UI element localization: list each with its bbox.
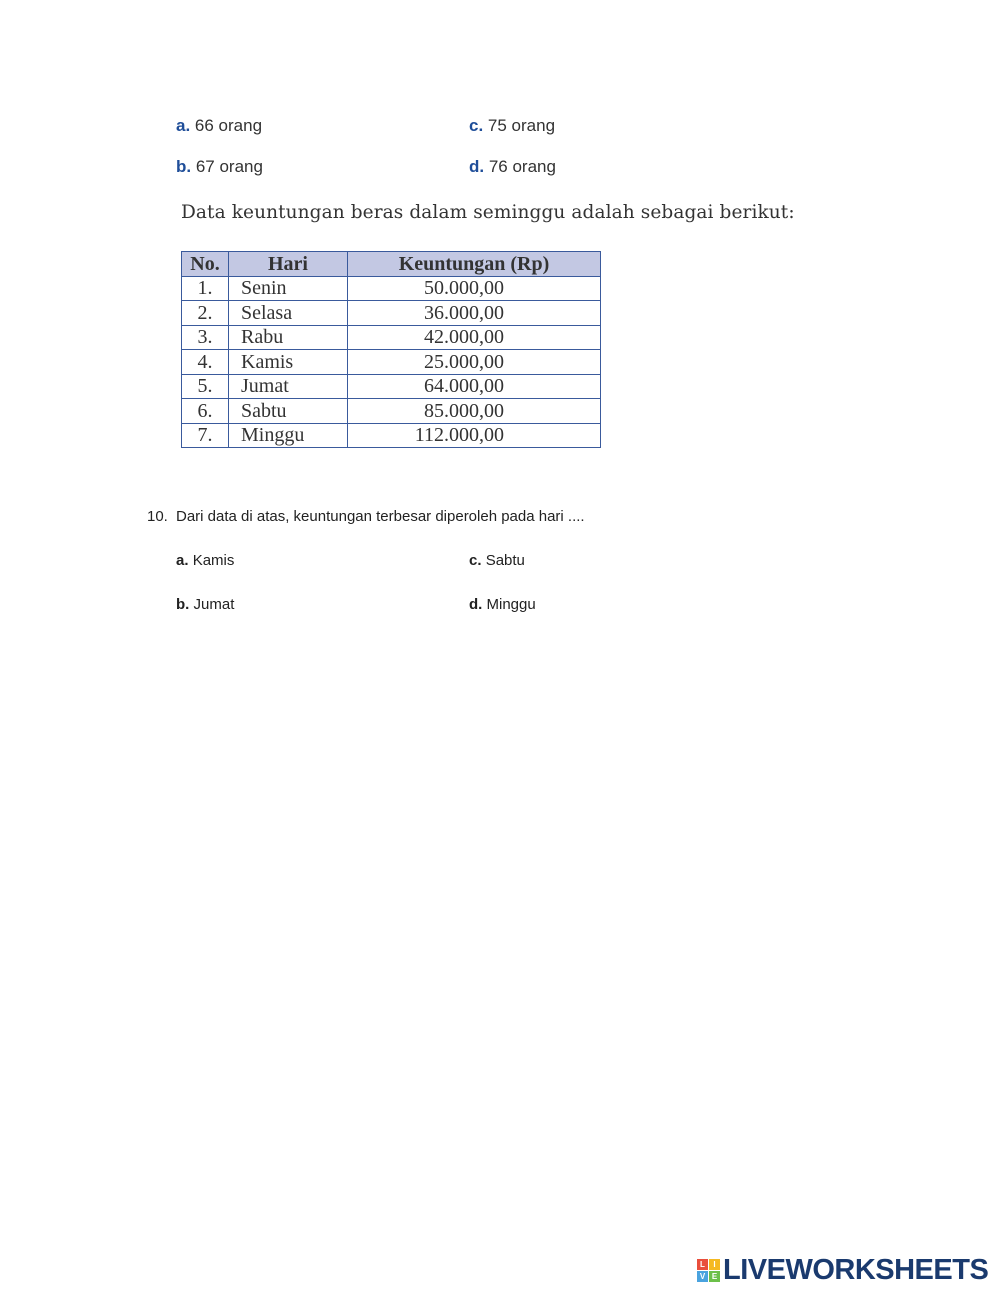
cell-day: Rabu	[229, 325, 348, 350]
logo-letter: L	[697, 1259, 708, 1270]
cell-profit: 64.000,00	[348, 374, 601, 399]
cell-day: Selasa	[229, 301, 348, 326]
table-row	[182, 350, 601, 375]
cell-profit: 42.000,00	[348, 325, 601, 350]
cell-day: Minggu	[229, 423, 348, 448]
answer-option-a[interactable]	[176, 552, 234, 569]
option-text: Minggu	[486, 596, 536, 613]
cell-profit: 85.000,00	[348, 399, 601, 424]
cell-profit: 112.000,00	[348, 423, 601, 448]
option-letter: a.	[176, 116, 191, 135]
cell-day: Kamis	[229, 350, 348, 375]
table-row	[182, 325, 601, 350]
option-letter: d.	[469, 596, 483, 613]
option-text: Jumat	[193, 596, 235, 613]
option-text: 75 orang	[487, 116, 556, 135]
cell-no: 3.	[182, 325, 229, 350]
liveworksheets-logo[interactable]	[697, 1255, 988, 1285]
prev-option-a[interactable]	[176, 116, 262, 136]
cell-profit: 50.000,00	[348, 276, 601, 301]
cell-profit: 25.000,00	[348, 350, 601, 375]
option-text: Kamis	[192, 552, 235, 569]
logo-letter: E	[709, 1271, 720, 1282]
answer-option-c[interactable]	[469, 552, 525, 569]
option-text: 76 orang	[488, 157, 556, 176]
table-header-row	[182, 252, 601, 277]
question-text: Dari data di atas, keuntungan terbesar diperoleh pada hari ....	[176, 508, 585, 525]
option-letter: a.	[176, 552, 189, 569]
cell-no: 1.	[182, 276, 229, 301]
option-letter: c.	[469, 552, 482, 569]
cell-no: 5.	[182, 374, 229, 399]
logo-text: LIVEWORKSHEETS	[723, 1253, 989, 1286]
cell-day: Senin	[229, 276, 348, 301]
header-day: Hari	[229, 252, 348, 277]
table-row	[182, 399, 601, 424]
prev-option-d[interactable]	[469, 157, 556, 177]
table-row	[182, 276, 601, 301]
cell-profit: 36.000,00	[348, 301, 601, 326]
table-intro: Data keuntungan beras dalam seminggu adalah sebagai berikut:	[181, 202, 795, 223]
cell-day: Sabtu	[229, 399, 348, 424]
cell-no: 6.	[182, 399, 229, 424]
option-letter: d.	[469, 157, 485, 176]
logo-mark-icon	[697, 1259, 720, 1282]
cell-no: 2.	[182, 301, 229, 326]
option-letter: b.	[176, 157, 192, 176]
table-row	[182, 423, 601, 448]
logo-letter: V	[697, 1271, 708, 1282]
profit-table	[181, 251, 601, 448]
table-row	[182, 374, 601, 399]
option-text: 67 orang	[195, 157, 263, 176]
cell-no: 7.	[182, 423, 229, 448]
logo-letter: I	[709, 1259, 720, 1270]
option-text: 66 orang	[194, 116, 263, 135]
answer-option-d[interactable]	[469, 596, 536, 613]
cell-no: 4.	[182, 350, 229, 375]
prev-option-b[interactable]	[176, 157, 263, 177]
prev-options-row-1	[0, 116, 1000, 140]
table-row	[182, 301, 601, 326]
prev-options-row-2	[0, 157, 1000, 181]
cell-day: Jumat	[229, 374, 348, 399]
option-letter: c.	[469, 116, 484, 135]
question-10	[147, 508, 585, 525]
option-letter: b.	[176, 596, 190, 613]
header-no: No.	[182, 252, 229, 277]
answer-option-b[interactable]	[176, 596, 234, 613]
header-profit: Keuntungan (Rp)	[348, 252, 601, 277]
prev-option-c[interactable]	[469, 116, 555, 136]
question-number: 10.	[147, 508, 168, 525]
option-text: Sabtu	[485, 552, 525, 569]
